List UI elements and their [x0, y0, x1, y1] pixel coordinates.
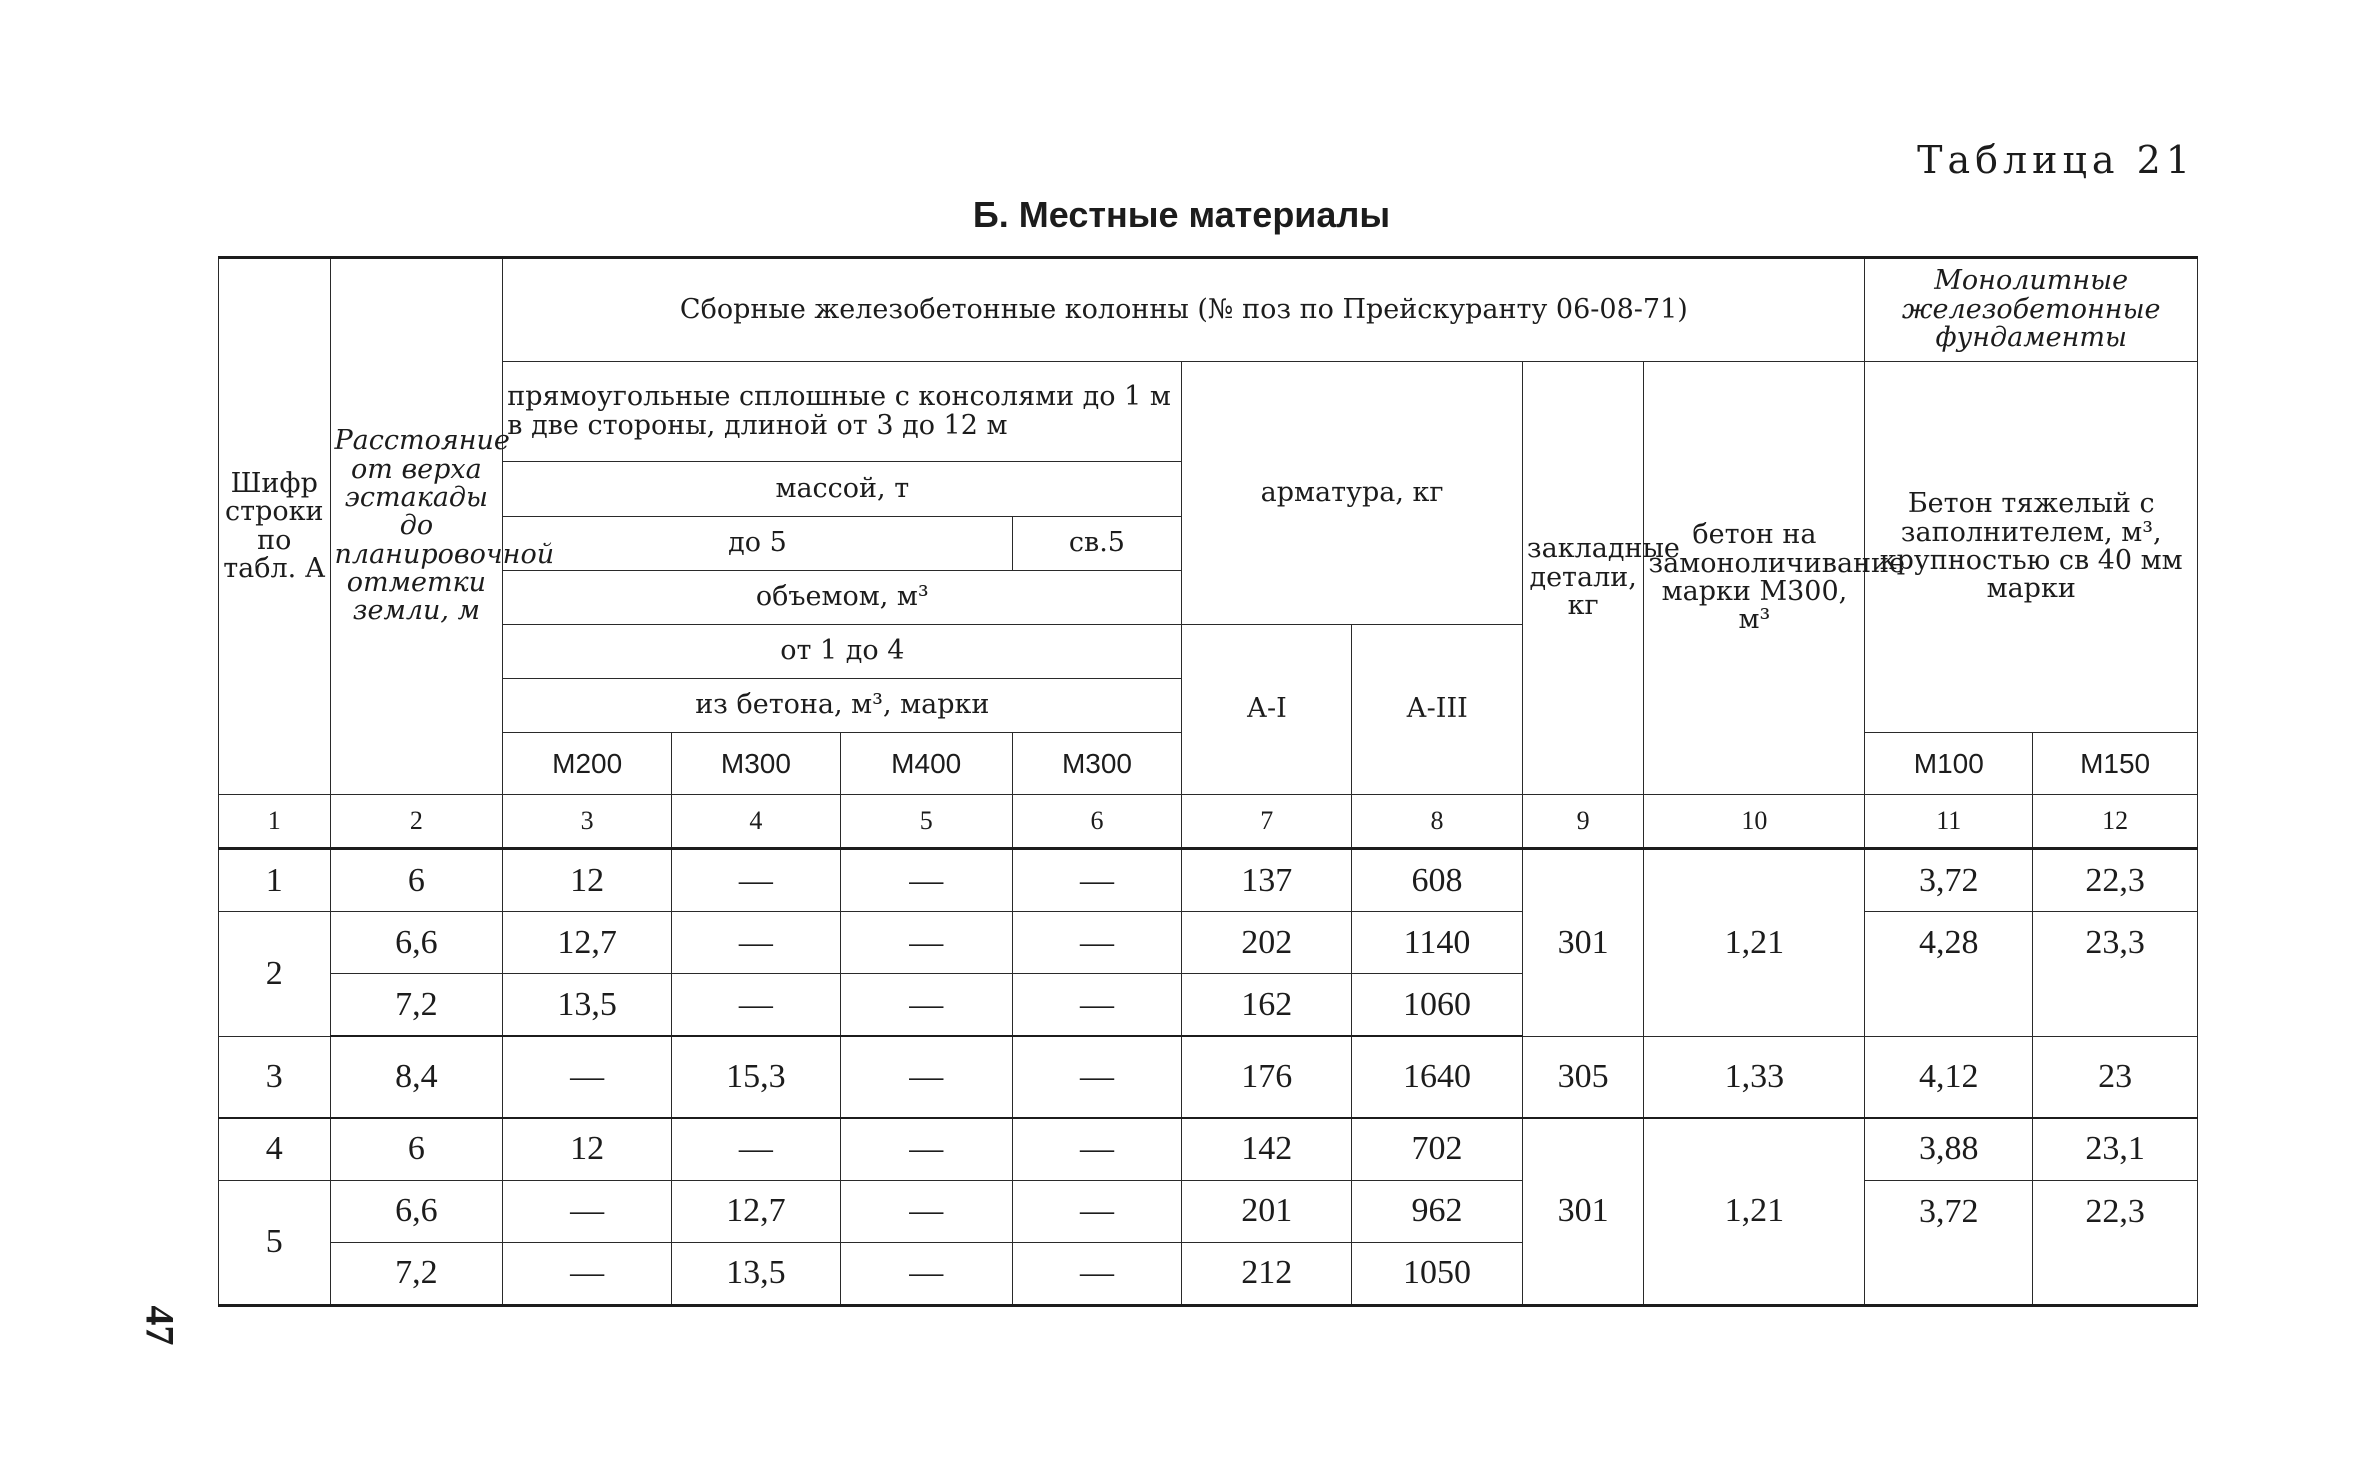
cell-embedded: 301 [1522, 849, 1644, 1037]
cell-distance: 7,2 [330, 974, 503, 1037]
header-distance: Расстояние от верха эстакады до планировочной отметки земли, м [330, 258, 503, 795]
cell-m150: 23,3 [2033, 912, 2198, 1037]
cell-grout: 1,21 [1644, 1118, 1865, 1306]
cell-shifr: 4 [219, 1118, 331, 1181]
header-grade-m400: М400 [840, 733, 1012, 795]
cell-m200: 13,5 [503, 974, 672, 1037]
column-number: 5 [840, 795, 1012, 849]
header-embedded: закладные детали, кг [1522, 362, 1644, 795]
header-grade-m150: М150 [2033, 733, 2198, 795]
cell-m200: 12 [503, 1118, 672, 1181]
column-number: 6 [1012, 795, 1182, 849]
header-rebar: арматура, кг [1182, 362, 1523, 625]
cell-m400: — [840, 912, 1012, 974]
cell-m200: — [503, 1242, 672, 1305]
table-row [219, 912, 2198, 974]
cell-m150: 23,1 [2033, 1118, 2198, 1181]
cell-shifr: 2 [219, 912, 331, 1037]
column-number: 7 [1182, 795, 1352, 849]
cell-a3: 1060 [1352, 974, 1523, 1037]
column-number: 8 [1352, 795, 1523, 849]
cell-m400: — [840, 1180, 1012, 1242]
header-upto5: до 5 [503, 517, 1012, 571]
cell-m100: 4,12 [1865, 1036, 2033, 1118]
cell-m150: 22,3 [2033, 1180, 2198, 1305]
column-number: 4 [672, 795, 841, 849]
cell-m300-b: — [1012, 1118, 1182, 1181]
header-vol-range: от 1 до 4 [503, 625, 1182, 679]
cell-shifr: 1 [219, 849, 331, 912]
page-number: 47 [137, 1305, 183, 1346]
cell-m400: — [840, 974, 1012, 1037]
header-grade-m300: М300 [672, 733, 841, 795]
cell-m300: — [672, 974, 841, 1037]
header-grade-m200: М200 [503, 733, 672, 795]
table-row [219, 1180, 2198, 1242]
cell-m400: — [840, 849, 1012, 912]
cell-embedded: 305 [1522, 1036, 1644, 1118]
materials-table [218, 256, 2198, 1307]
header-rebar-a1: А-I [1182, 625, 1352, 795]
cell-a3: 1140 [1352, 912, 1523, 974]
column-number: 12 [2033, 795, 2198, 849]
header-rect-desc: прямоугольные сплошные с консолями до 1 м в две стороны, длиной от 3 до 12 м [503, 362, 1182, 462]
cell-shifr: 5 [219, 1180, 331, 1305]
column-number: 1 [219, 795, 331, 849]
cell-a3: 1640 [1352, 1036, 1523, 1118]
cell-m300: — [672, 1118, 841, 1181]
cell-m300-b: — [1012, 849, 1182, 912]
cell-m100: 3,88 [1865, 1118, 2033, 1181]
cell-a1: 176 [1182, 1036, 1352, 1118]
cell-a1: 142 [1182, 1118, 1352, 1181]
header-heavy-concrete: Бетон тяжелый с заполнителем, м³, крупностью св 40 мм марки [1865, 362, 2198, 733]
cell-a1: 202 [1182, 912, 1352, 974]
cell-m200: 12,7 [503, 912, 672, 974]
cell-distance: 6 [330, 1118, 503, 1181]
header-over5: св.5 [1012, 517, 1182, 571]
column-number: 2 [330, 795, 503, 849]
cell-m300: — [672, 849, 841, 912]
cell-a3: 962 [1352, 1180, 1523, 1242]
cell-a3: 608 [1352, 849, 1523, 912]
cell-embedded: 301 [1522, 1118, 1644, 1306]
cell-shifr: 3 [219, 1036, 331, 1118]
header-rebar-a3: А-III [1352, 625, 1523, 795]
header-grout: бетон на замоноличивание марки М300, м³ [1644, 362, 1865, 795]
table-number: Таблица 21 [1917, 138, 2195, 182]
cell-m300: — [672, 912, 841, 974]
cell-m300: 13,5 [672, 1242, 841, 1305]
column-number: 3 [503, 795, 672, 849]
cell-m200: — [503, 1036, 672, 1118]
cell-m100: 3,72 [1865, 1180, 2033, 1305]
table-title: Б. Местные материалы [972, 194, 1391, 235]
cell-a1: 162 [1182, 974, 1352, 1037]
cell-m150: 22,3 [2033, 849, 2198, 912]
cell-m100: 4,28 [1865, 912, 2033, 1037]
cell-distance: 8,4 [330, 1036, 503, 1118]
header-precast-columns: Сборные железобетонные колонны (№ поз по Прейскуранту 06-08-71) [503, 258, 1865, 362]
header-mass: массой, т [503, 462, 1182, 517]
cell-a1: 137 [1182, 849, 1352, 912]
cell-grout: 1,33 [1644, 1036, 1865, 1118]
cell-m150: 23 [2033, 1036, 2198, 1118]
cell-a1: 201 [1182, 1180, 1352, 1242]
cell-grout: 1,21 [1644, 849, 1865, 1037]
cell-m300: 12,7 [672, 1180, 841, 1242]
header-concrete-grade: из бетона, м³, марки [503, 679, 1182, 733]
cell-m300-b: — [1012, 912, 1182, 974]
cell-a3: 702 [1352, 1118, 1523, 1181]
cell-m300-b: — [1012, 1242, 1182, 1305]
column-numbers-row [219, 795, 2198, 849]
cell-m400: — [840, 1036, 1012, 1118]
cell-m300-b: — [1012, 1180, 1182, 1242]
table-row [219, 849, 2198, 912]
cell-a3: 1050 [1352, 1242, 1523, 1305]
header-grade-m100: М100 [1865, 733, 2033, 795]
header-grade-m300-b: М300 [1012, 733, 1182, 795]
header-monolithic: Монолитные железобетонные фундаменты [1865, 258, 2198, 362]
cell-m400: — [840, 1242, 1012, 1305]
cell-m200: — [503, 1180, 672, 1242]
table-row [219, 1118, 2198, 1181]
table-row [219, 1036, 2198, 1118]
cell-distance: 6,6 [330, 912, 503, 974]
cell-distance: 6,6 [330, 1180, 503, 1242]
header-shifr: Шифр строки по табл. А [219, 258, 331, 795]
cell-m400: — [840, 1118, 1012, 1181]
column-number: 9 [1522, 795, 1644, 849]
cell-distance: 7,2 [330, 1242, 503, 1305]
cell-m300: 15,3 [672, 1036, 841, 1118]
cell-m300-b: — [1012, 1036, 1182, 1118]
cell-m200: 12 [503, 849, 672, 912]
column-number: 11 [1865, 795, 2033, 849]
cell-m100: 3,72 [1865, 849, 2033, 912]
cell-a1: 212 [1182, 1242, 1352, 1305]
header-volume: объемом, м³ [503, 571, 1182, 625]
cell-m300-b: — [1012, 974, 1182, 1037]
column-number: 10 [1644, 795, 1865, 849]
cell-distance: 6 [330, 849, 503, 912]
